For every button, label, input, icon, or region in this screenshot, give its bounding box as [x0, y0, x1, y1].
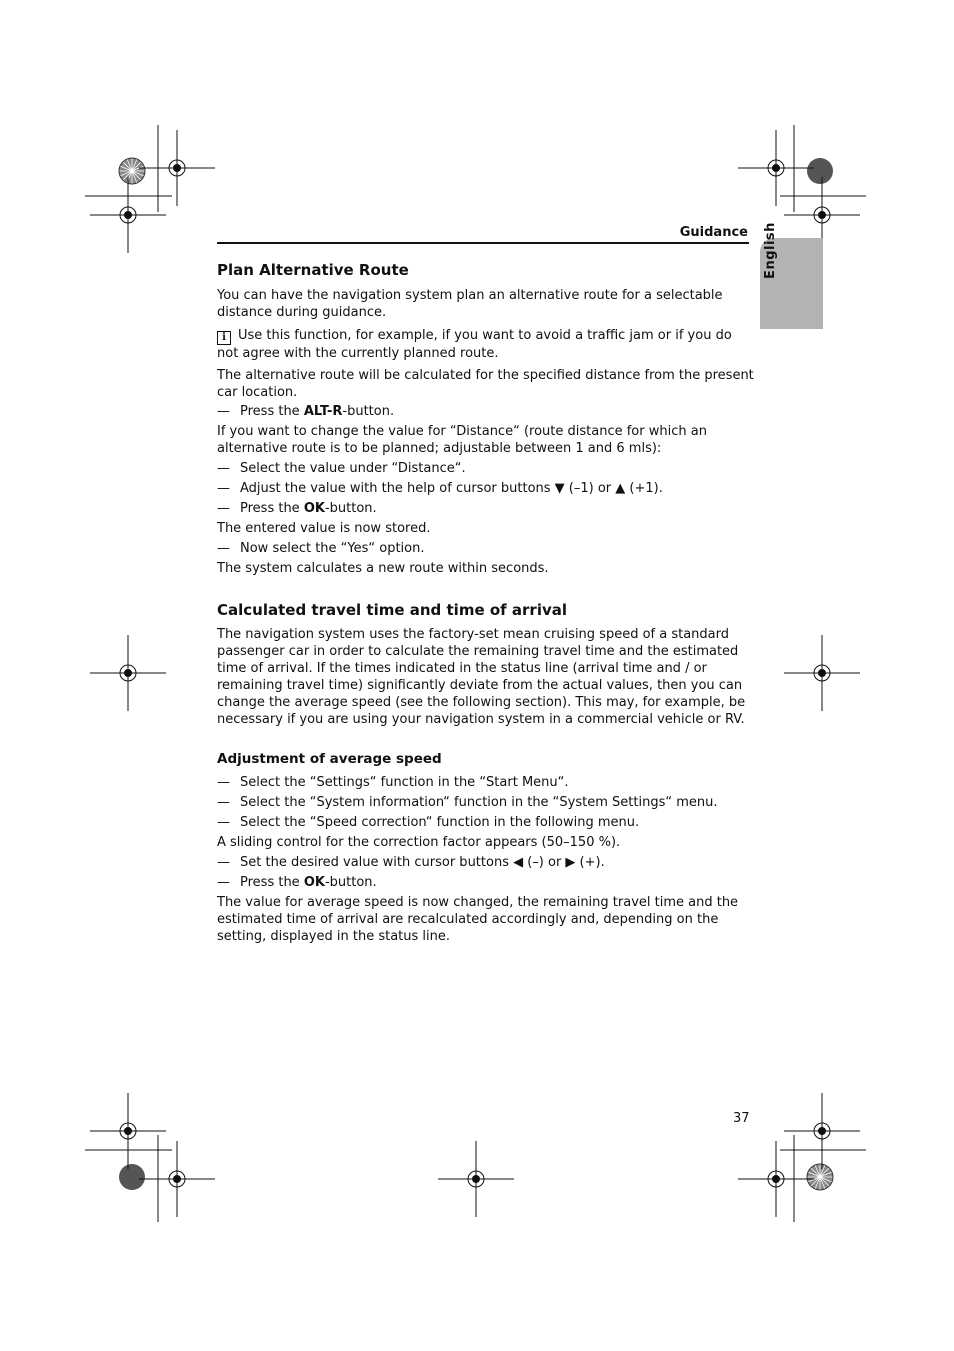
button-name: OK — [303, 501, 325, 516]
list-item: — Select the “Speed correction“ function in the following menu. — [217, 815, 640, 830]
list-dash: — — [217, 815, 230, 830]
running-header: Guidance — [679, 225, 748, 240]
header-rule — [217, 242, 749, 244]
list-item: — Press the ALT-R-button. — [217, 404, 395, 419]
list-item: — Select the “System information“ function in the “System Settings“ menu. — [217, 795, 718, 810]
page-number: 37 — [733, 1111, 750, 1126]
list-item: — Select the “Settings“ function in the “Start Menu“. — [217, 775, 569, 790]
language-tab-label: English — [763, 222, 778, 279]
button-name: ALT-R — [303, 404, 343, 419]
section-heading-plan-route: Plan Alternative Route — [217, 261, 409, 279]
paragraph: The navigation system uses the factory-set mean cruising speed of a standard passenger car in order to calculate the remaining travel time and the estimated time of arrival. If the times indicated in the status line (arrival time and / or remaining travel time) significantly deviate from the actual values, then you can change the average speed (see the following section). This may, for example, be necessary if you are using your navigation system in a commercial vehicle or RV. — [217, 627, 746, 727]
info-note — [217, 327, 757, 362]
list-item: — Adjust the value with the help of cursor buttons ▼ (–1) or ▲ (+1). — [217, 481, 663, 496]
list-dash: — — [217, 404, 230, 419]
list-dash: — — [217, 501, 230, 516]
paragraph: A sliding control for the correction factor appears (50–150 %). — [217, 835, 621, 850]
paragraph: You can have the navigation system plan an alternative route for a selectable distance during guidance. — [217, 288, 723, 320]
info-note-text: Use this function, for example, if you want to avoid a traffic jam or if you do not agree with the currently planned route. — [217, 328, 732, 361]
button-name: OK — [303, 875, 325, 890]
paragraph: The system calculates a new route within seconds. — [217, 561, 549, 576]
list-item: — Press the OK-button. — [217, 501, 377, 516]
paragraph: If you want to change the value for “Distance“ (route distance for which an alternative route is to be planned; adjustable between 1 and 6 mls): — [217, 424, 707, 456]
info-icon: i — [217, 331, 231, 345]
list-dash: — — [217, 795, 230, 810]
section-heading-travel-time: Calculated travel time and time of arrival — [217, 601, 568, 619]
list-dash: — — [217, 855, 230, 870]
paragraph: The value for average speed is now changed, the remaining travel time and the estimated time of arrival are recalculated accordingly and, depending on the setting, displayed in the status line. — [217, 895, 739, 944]
list-item: — Set the desired value with cursor buttons ◀ (–) or ▶ (+). — [217, 855, 605, 870]
paragraph: The entered value is now stored. — [217, 521, 431, 536]
list-dash: — — [217, 775, 230, 790]
list-item: — Press the OK-button. — [217, 875, 377, 890]
list-dash: — — [217, 875, 230, 890]
list-dash: — — [217, 461, 230, 476]
list-item: — Select the value under “Distance“. — [217, 461, 466, 476]
list-dash: — — [217, 481, 230, 496]
list-dash: — — [217, 541, 230, 556]
paragraph: The alternative route will be calculated for the specified distance from the present car location. — [217, 368, 754, 400]
subsection-heading-average-speed: Adjustment of average speed — [217, 751, 442, 767]
list-item: — Now select the “Yes“ option. — [217, 541, 425, 556]
